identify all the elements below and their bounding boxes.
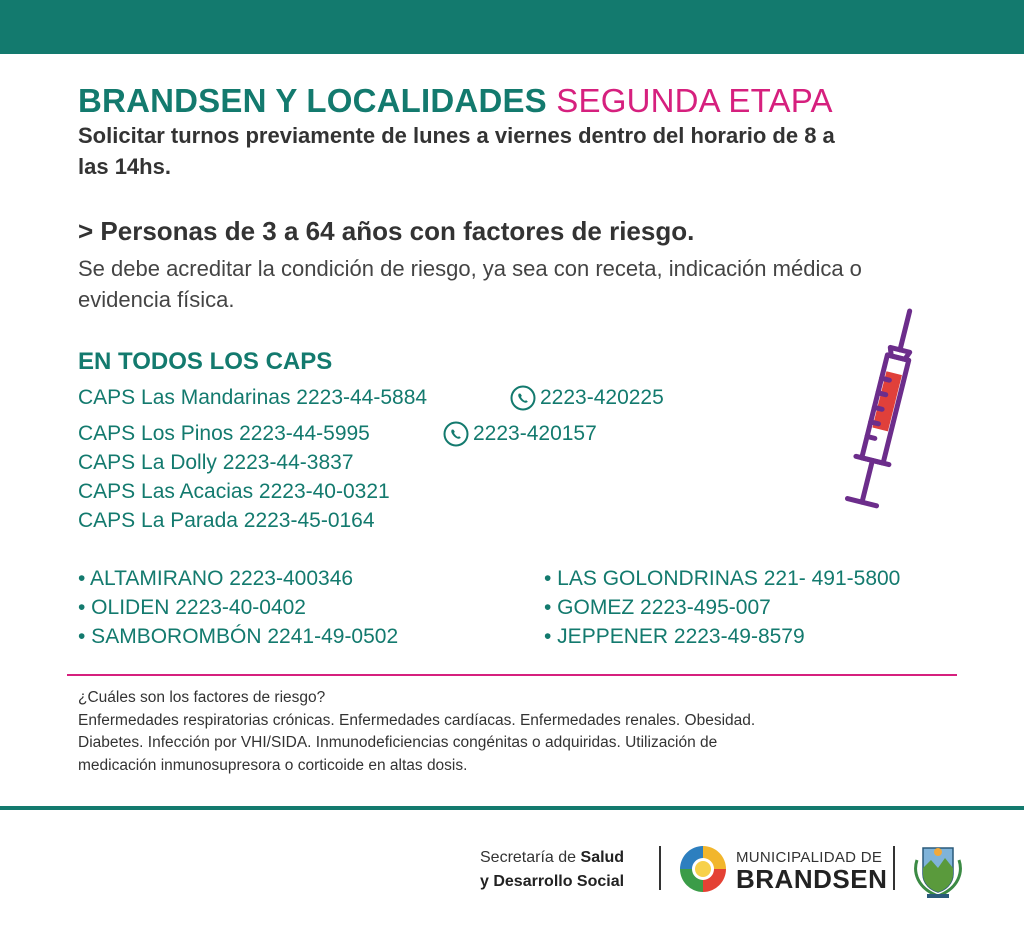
locality-item: • SAMBOROMBÓN 2241-49-0502 xyxy=(78,625,399,648)
caps-heading: EN TODOS LOS CAPS xyxy=(78,348,333,375)
syringe-icon xyxy=(830,300,940,520)
muni-label-small: MUNICIPALIDAD DE xyxy=(736,849,883,866)
risk-factors-line: Enfermedades respiratorias crónicas. Enfermedades cardíacas. Enfermedades renales. Obesidad. xyxy=(78,711,756,729)
title-main: BRANDSEN Y LOCALIDADES xyxy=(78,82,547,119)
muni-label-big: BRANDSEN xyxy=(736,864,888,894)
risk-factors-question: ¿Cuáles son los factores de riesgo? xyxy=(78,689,326,706)
secretaria-prefix: Secretaría de xyxy=(480,849,577,866)
coat-of-arms-icon xyxy=(909,838,967,900)
caps-item: CAPS Las Mandarinas 2223-44-5884 xyxy=(78,386,428,409)
secretaria-label xyxy=(480,846,624,894)
risk-factors-section xyxy=(78,687,948,777)
footer-separator xyxy=(893,846,895,890)
risk-factors-line: Diabetes. Infección por VHI/SIDA. Inmunodeficiencias congénitas o adquiridas. Utilización de xyxy=(78,734,718,751)
caps-item: CAPS La Dolly 2223-44-3837 xyxy=(78,451,354,474)
risk-factors-line: medicación inmunosupresora o corticoide en altas dosis. xyxy=(78,756,468,774)
caps-item: CAPS Los Pinos 2223-44-5995 xyxy=(78,422,370,445)
footer-separator xyxy=(659,846,661,890)
caps-whatsapp[interactable] xyxy=(443,421,597,447)
locality-item: • OLIDEN 2223-40-0402 xyxy=(78,596,306,619)
page-title xyxy=(78,82,833,120)
locality-item: • GOMEZ 2223-495-007 xyxy=(544,596,771,619)
divider xyxy=(67,674,957,676)
caps-item: CAPS Las Acacias 2223-40-0321 xyxy=(78,480,390,503)
caps-whatsapp[interactable] xyxy=(510,385,664,411)
locality-item: • ALTAMIRANO 2223-400346 xyxy=(78,567,354,590)
whatsapp-icon xyxy=(443,421,469,447)
caps-item: CAPS La Parada 2223-45-0164 xyxy=(78,509,375,532)
municipal-logo-icon xyxy=(677,843,729,895)
schedule-subtitle: Solicitar turnos previamente de lunes a viernes dentro del horario de 8 a las 14hs. xyxy=(78,123,835,179)
whatsapp-icon xyxy=(510,385,536,411)
locality-item: • JEPPENER 2223-49-8579 xyxy=(544,625,805,648)
whatsapp-number: 2223-420157 xyxy=(473,422,597,445)
whatsapp-number: 2223-420225 xyxy=(540,386,664,409)
footer-divider xyxy=(0,806,1024,810)
risk-group-heading: > Personas de 3 a 64 años con factores de riesgo. xyxy=(78,216,695,246)
risk-group-description: Se debe acreditar la condición de riesgo, ya sea con receta, indicación médica o evidencia física. xyxy=(78,256,862,312)
title-highlight: SEGUNDA ETAPA xyxy=(556,82,833,119)
secretaria-salud: Salud xyxy=(580,849,625,866)
top-band xyxy=(0,0,1024,54)
secretaria-desarrollo: y Desarrollo Social xyxy=(480,873,625,890)
locality-item: • LAS GOLONDRINAS 221- 491-5800 xyxy=(544,567,901,590)
